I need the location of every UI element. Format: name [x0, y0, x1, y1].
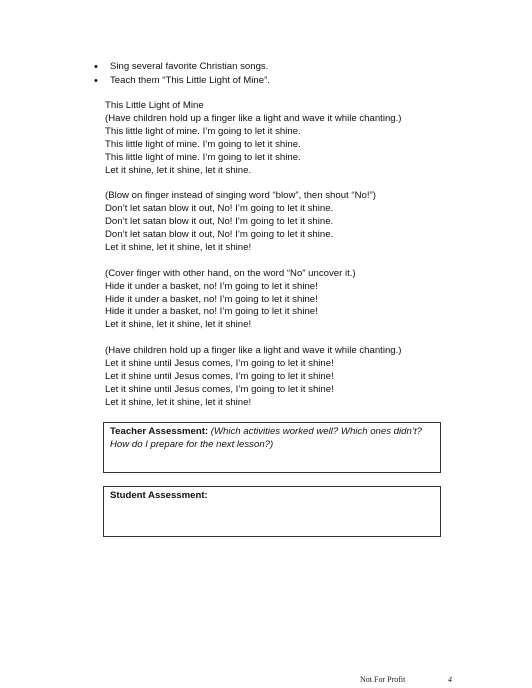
verse-instruction: (Blow on finger instead of singing word “blow”, then shout “No!”) [105, 190, 376, 202]
lyric-line: This little light of mine. I’m going to let it shine. [105, 151, 301, 163]
verse-4 [105, 345, 435, 410]
song-lyrics [105, 100, 435, 410]
verse-instruction: (Cover finger with other hand, on the word “No” uncover it.) [105, 267, 356, 279]
lyric-line: Don’t let satan blow it out, No! I’m going to let it shine. [105, 229, 334, 241]
verse-1 [105, 113, 435, 178]
lyric-line: Let it shine until Jesus comes, I’m going to let it shine! [105, 358, 334, 370]
lyric-line: Don’t let satan blow it out, No! I’m going to let it shine. [105, 203, 334, 215]
lyric-line: Let it shine, let it shine, let it shine! [105, 396, 252, 408]
lyric-line: Don’t let satan blow it out, No! I’m going to let it shine. [105, 216, 334, 228]
lyric-line: Let it shine until Jesus comes, I’m going to let it shine! [105, 383, 334, 395]
lyric-line: Let it shine, let it shine, let it shine. [105, 164, 252, 176]
lyric-line: Hide it under a basket, no! I’m going to let it shine! [105, 280, 318, 292]
verse-2 [105, 190, 435, 255]
teacher-assessment-prompt: (Which activities worked well? Which ones didn’t? How do I prepare for the next lesson?) [110, 426, 422, 450]
lyric-line: Let it shine, let it shine, let it shine! [105, 319, 252, 331]
lyric-line: Let it shine, let it shine, let it shine! [105, 241, 252, 253]
activity-bullet-list [94, 60, 270, 88]
student-assessment-box[interactable] [103, 486, 441, 537]
bullet-item: • Teach them “This Little Light of Mine”. [94, 74, 270, 88]
verse-instruction: (Have children hold up a finger like a light and wave it while chanting.) [105, 112, 402, 124]
verse-3 [105, 268, 435, 333]
lyric-line: Hide it under a basket, no! I’m going to let it shine! [105, 293, 318, 305]
song-title: This Little Light of Mine [105, 100, 204, 111]
verse-instruction: (Have children hold up a finger like a light and wave it while chanting.) [105, 345, 402, 357]
lyric-line: This little light of mine. I’m going to let it shine. [105, 138, 301, 150]
lyric-line: Let it shine until Jesus comes, I’m going to let it shine! [105, 370, 334, 382]
teacher-assessment-label: Teacher Assessment: [110, 426, 209, 437]
lyric-line: Hide it under a basket, no! I’m going to let it shine! [105, 306, 318, 318]
student-assessment-label: Student Assessment: [110, 490, 208, 501]
lyric-line: This little light of mine. I’m going to let it shine. [105, 125, 301, 137]
teacher-assessment-box[interactable] [103, 422, 441, 473]
footer-text: Not For Profit [360, 675, 406, 684]
bullet-item: • Sing several favorite Christian songs. [94, 60, 270, 74]
page-number: 4 [448, 675, 452, 684]
